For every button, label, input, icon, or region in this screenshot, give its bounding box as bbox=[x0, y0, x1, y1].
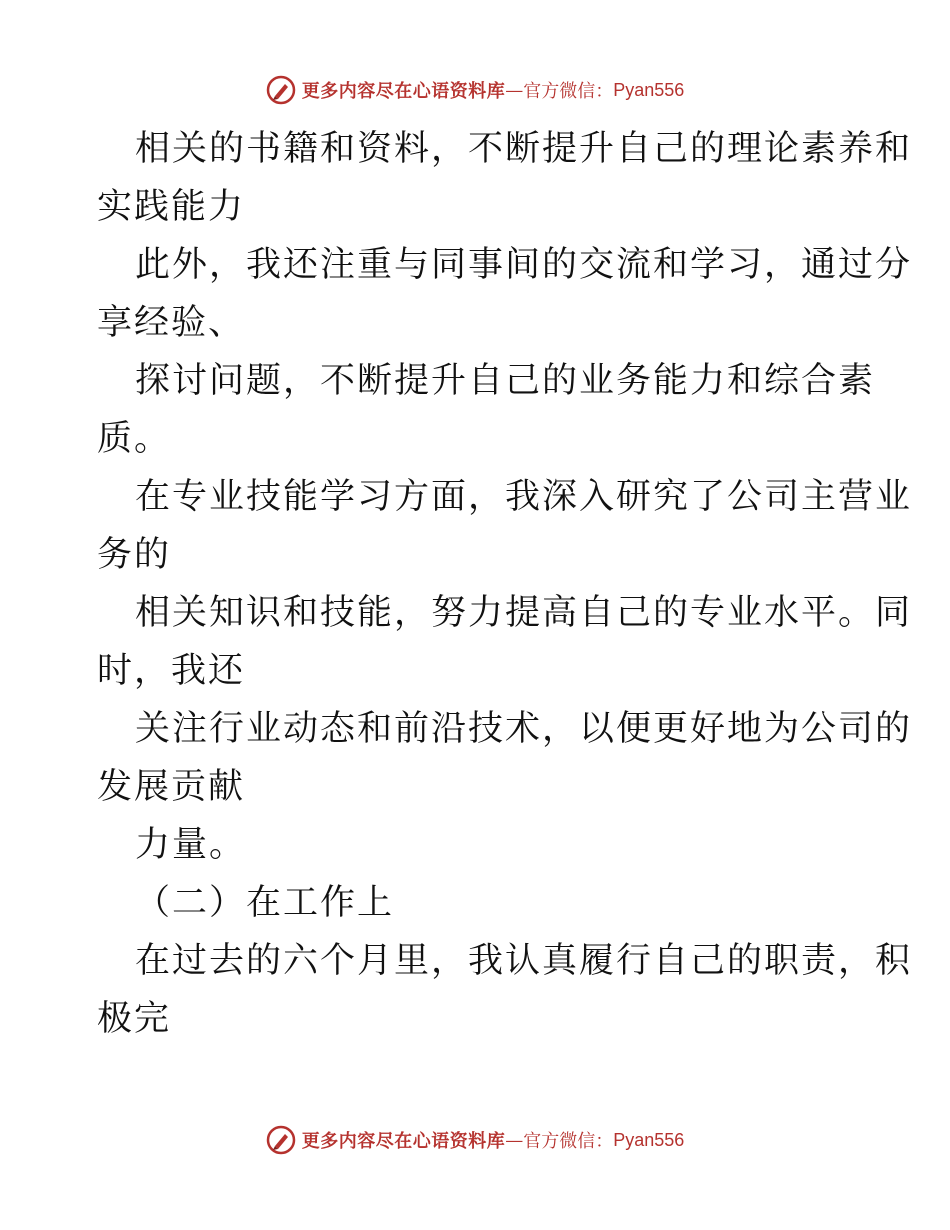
text-line: 探讨问题，不断提升自己的业务能力和综合素 bbox=[135, 361, 876, 401]
banner-wechat-id: Pyan556 bbox=[613, 79, 685, 100]
text-line: 享经验、 bbox=[97, 303, 246, 343]
banner-separator: — bbox=[505, 79, 524, 101]
text-line: 质。 bbox=[97, 419, 172, 459]
text-line: 极完 bbox=[97, 999, 172, 1039]
text-line: 相关知识和技能，努力提高自己的专业水平。同 bbox=[135, 593, 913, 633]
banner-separator: — bbox=[505, 1129, 524, 1151]
section-heading: （二）在工作上 bbox=[135, 883, 395, 923]
text-line: 时，我还 bbox=[97, 651, 246, 691]
banner-title: 更多内容尽在心语资料库 bbox=[301, 1131, 506, 1152]
document-body bbox=[97, 120, 913, 1048]
text-line: 相关的书籍和资料，不断提升自己的理论素养和 bbox=[135, 129, 913, 169]
pen-logo-icon bbox=[266, 1125, 296, 1155]
banner-wechat-id: Pyan556 bbox=[613, 1129, 685, 1150]
text-line: 力量。 bbox=[135, 825, 247, 865]
text-line: 务的 bbox=[97, 535, 172, 575]
banner-title: 更多内容尽在心语资料库 bbox=[301, 81, 506, 102]
text-line: 关注行业动态和前沿技术，以便更好地为公司的 bbox=[135, 709, 913, 749]
pen-logo-icon bbox=[266, 75, 296, 105]
text-line: 在过去的六个月里，我认真履行自己的职责，积 bbox=[135, 941, 913, 981]
banner-subtitle: 官方微信： bbox=[523, 81, 614, 102]
text-line: 在专业技能学习方面，我深入研究了公司主营业 bbox=[135, 477, 913, 517]
text-line: 实践能力 bbox=[97, 187, 246, 227]
text-line: 此外，我还注重与同事间的交流和学习，通过分 bbox=[135, 245, 913, 285]
header-banner bbox=[0, 70, 950, 110]
footer-banner bbox=[0, 1120, 950, 1160]
text-line: 发展贡献 bbox=[97, 767, 246, 807]
banner-subtitle: 官方微信： bbox=[523, 1131, 614, 1152]
